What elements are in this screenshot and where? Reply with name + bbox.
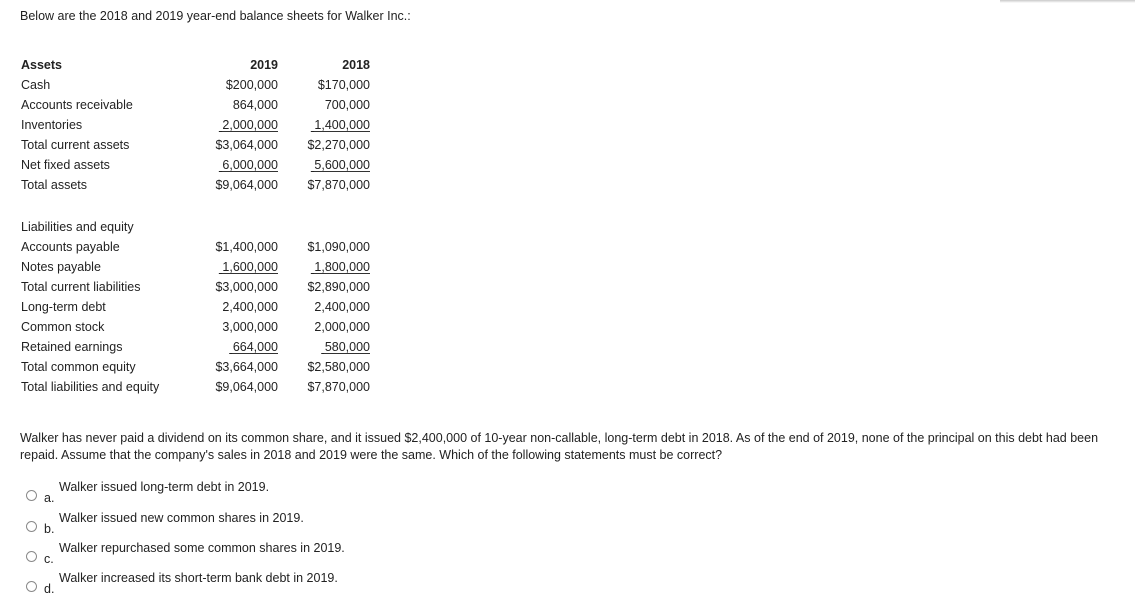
value-2019: 2,400,000	[222, 300, 278, 314]
row-label: Total current assets	[21, 138, 130, 152]
table-row	[0, 155, 400, 175]
column-2018-heading: 2018	[342, 58, 370, 72]
value-2018-underlined: 1,400,000	[314, 118, 370, 132]
value-2019-underlined: 664,000	[232, 340, 278, 354]
row-label: Cash	[21, 78, 51, 92]
option-letter: d.	[44, 582, 55, 596]
option-text[interactable]: Walker increased its short-term bank debt in 2019.	[59, 571, 338, 585]
value-2019: 3,000,000	[222, 320, 278, 334]
row-label: Total liabilities and equity	[21, 380, 160, 394]
radio-button[interactable]	[26, 551, 37, 562]
value-2018-underlined: 1,800,000	[314, 260, 370, 274]
option-letter: b.	[44, 522, 55, 536]
row-label: Accounts payable	[21, 240, 120, 254]
option-c[interactable]	[26, 541, 526, 572]
option-text[interactable]: Walker repurchased some common shares in 2019.	[59, 541, 345, 555]
option-letter: c.	[44, 552, 54, 566]
value-2019: $200,000	[225, 78, 278, 92]
value-2019: $3,664,000	[215, 360, 278, 374]
value-2019: $9,064,000	[215, 380, 278, 394]
value-2018: 2,400,000	[314, 300, 370, 314]
value-2019-underlined: 1,600,000	[222, 260, 278, 274]
row-label: Accounts receivable	[21, 98, 133, 112]
row-label: Retained earnings	[21, 340, 123, 354]
table-row	[0, 115, 400, 135]
liabilities-header-row	[0, 217, 400, 237]
value-2019: $1,400,000	[215, 240, 278, 254]
table-row	[0, 175, 400, 195]
value-2018: 2,000,000	[314, 320, 370, 334]
assets-header-row	[0, 55, 400, 75]
value-2018: $2,580,000	[307, 360, 370, 374]
option-text[interactable]: Walker issued new common shares in 2019.	[59, 511, 304, 525]
radio-button[interactable]	[26, 490, 37, 501]
value-2019-underlined: 2,000,000	[222, 118, 278, 132]
table-row	[0, 237, 400, 257]
value-2018: $2,890,000	[307, 280, 370, 294]
table-row	[0, 257, 400, 277]
table-row	[0, 317, 400, 337]
option-b[interactable]	[26, 511, 526, 542]
value-2018: 700,000	[324, 98, 370, 112]
table-row	[0, 377, 400, 397]
value-2018: $1,090,000	[307, 240, 370, 254]
row-label: Notes payable	[21, 260, 101, 274]
table-row	[0, 75, 400, 95]
value-2019: $3,000,000	[215, 280, 278, 294]
value-2019: $3,064,000	[215, 138, 278, 152]
value-2018-underlined: 580,000	[324, 340, 370, 354]
assets-heading: Assets	[21, 58, 62, 72]
value-2019: $9,064,000	[215, 178, 278, 192]
option-a[interactable]	[26, 480, 526, 511]
liabilities-heading: Liabilities and equity	[21, 220, 134, 234]
row-label: Net fixed assets	[21, 158, 110, 172]
table-row	[0, 297, 400, 317]
intro-text: Below are the 2018 and 2019 year-end balance sheets for Walker Inc.:	[20, 9, 411, 23]
option-letter: a.	[44, 491, 55, 505]
row-label: Inventories	[21, 118, 83, 132]
value-2019: 864,000	[232, 98, 278, 112]
row-label: Common stock	[21, 320, 105, 334]
value-2018-underlined: 5,600,000	[314, 158, 370, 172]
column-2019-heading: 2019	[250, 58, 278, 72]
row-label: Long-term debt	[21, 300, 106, 314]
table-row	[0, 337, 400, 357]
value-2018: $7,870,000	[307, 380, 370, 394]
table-row	[0, 357, 400, 377]
value-2018: $7,870,000	[307, 178, 370, 192]
option-text[interactable]: Walker issued long-term debt in 2019.	[59, 480, 270, 494]
row-label: Total current liabilities	[21, 280, 141, 294]
question-text: Walker has never paid a dividend on its common share, and it issued $2,400,000 of 10-year non-callable, long-term debt in 2018. As of the end of 2019, none of the principal on this debt had been repaid. Assume that the company's sales in 2018 and 2019 were the same. Which of the following statements must be correct?	[20, 431, 1099, 462]
value-2018: $2,270,000	[307, 138, 370, 152]
table-row	[0, 135, 400, 155]
value-2019-underlined: 6,000,000	[222, 158, 278, 172]
radio-button[interactable]	[26, 581, 37, 592]
value-2018: $170,000	[317, 78, 370, 92]
row-label: Total common equity	[21, 360, 136, 374]
window-edge-shadow	[1000, 0, 1135, 3]
table-row	[0, 95, 400, 115]
table-row	[0, 277, 400, 297]
option-d[interactable]	[26, 571, 526, 602]
radio-button[interactable]	[26, 521, 37, 532]
row-label: Total assets	[21, 178, 88, 192]
